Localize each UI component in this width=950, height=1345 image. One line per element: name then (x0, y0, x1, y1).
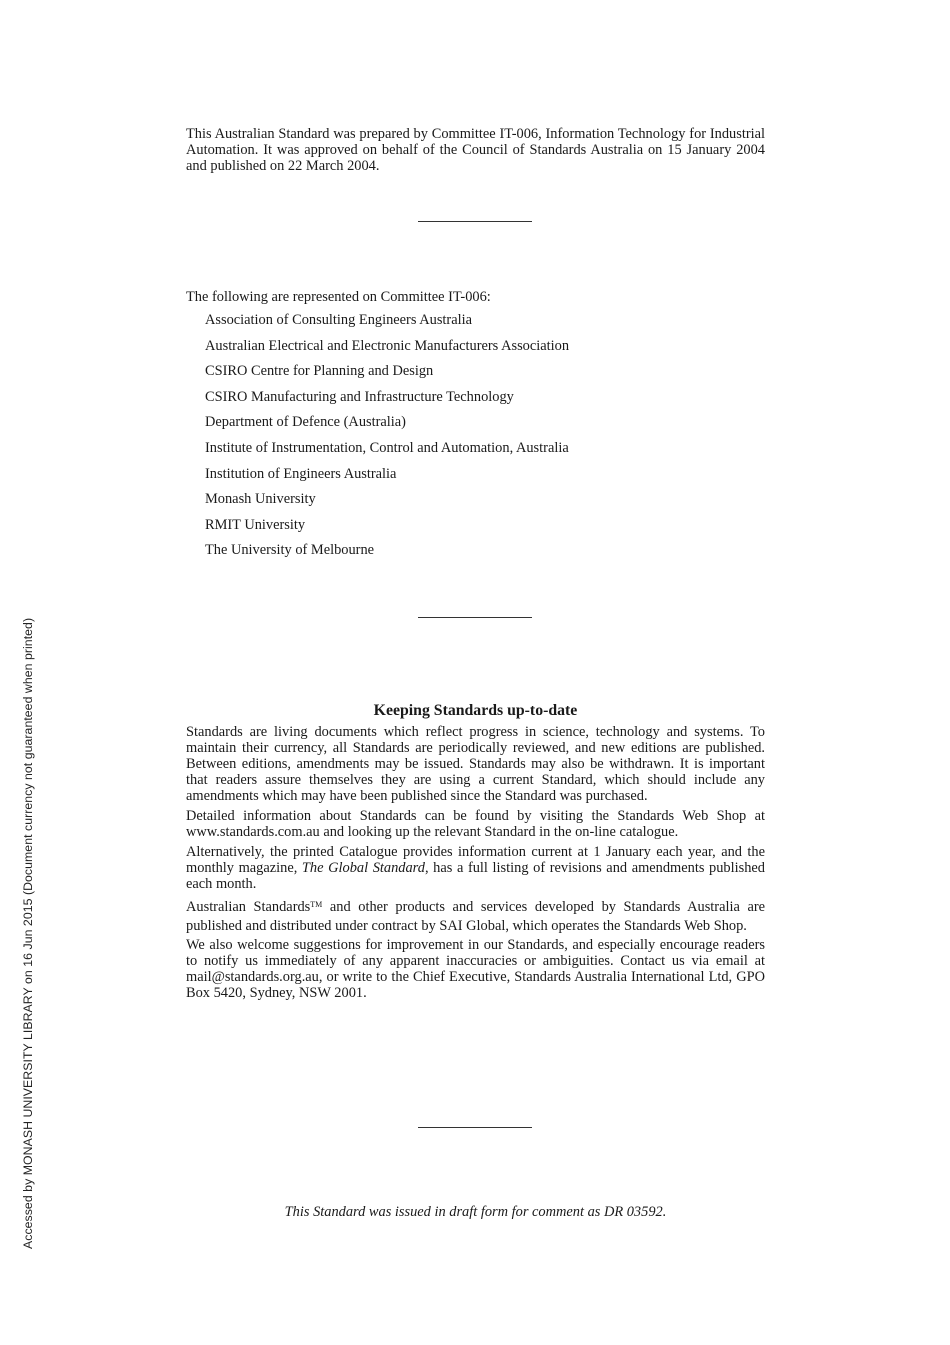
committee-member: Institution of Engineers Australia (205, 465, 397, 482)
draft-note: This Standard was issued in draft form for comment as DR 03592. (284, 1204, 667, 1220)
magazine-title: The Global Standard (301, 860, 425, 876)
paragraph-text: , has a full listing of revisions and amendments published each month. (186, 860, 765, 892)
paragraph: Detailed information about Standards can be found by visiting the Standards Web Shop at www.standards.com.au and looking up the relevant Standard in the on-line catalogue. (186, 808, 765, 840)
trademark-symbol: TM (310, 900, 323, 909)
paragraph (186, 896, 765, 935)
keeping-standards-body (186, 724, 765, 1005)
section-divider (418, 1127, 532, 1128)
access-watermark: Accessed by MONASH UNIVERSITY LIBRARY on 16 Jun 2015 (Document currency not guaranteed when printed) (21, 617, 35, 1249)
committee-member: Monash University (205, 491, 316, 508)
section-divider (418, 617, 532, 618)
committee-member: Australian Electrical and Electronic Manufacturers Association (205, 337, 570, 354)
committee-member: Institute of Instrumentation, Control and Automation, Australia (205, 439, 569, 456)
committee-member-list (205, 311, 569, 567)
paragraph: We also welcome suggestions for improvement in our Standards, and especially encourage readers to notify us immediately of any apparent inaccuracies or ambiguities. Contact us via email at mail@standards.org.au, or write to the Chief Executive, Standards Australia International Ltd, GPO Box 5420, Sydney, NSW 2001. (186, 937, 765, 1001)
committee-member: CSIRO Centre for Planning and Design (205, 363, 434, 380)
paragraph-text: Australian Standards (186, 899, 311, 915)
paragraph-text: Alternatively, the printed Catalogue provides information current at 1 January each year, and the monthly magazine, (186, 844, 765, 876)
committee-member: RMIT University (205, 516, 306, 533)
paragraph-text: and other products and services developed by Standards Australia are published and distributed under contract by SAI Global, which operates the Standards Web Shop. (186, 899, 766, 934)
approval-statement: This Australian Standard was prepared by Committee IT-006, Information Technology for Industrial Automation. It was approved on behalf of the Council of Standards Australia on 15 January 2004 and published on 22 March 2004. (186, 126, 765, 174)
section-heading: Keeping Standards up-to-date (373, 702, 578, 719)
committee-member: Association of Consulting Engineers Australia (205, 312, 472, 328)
paragraph (186, 844, 765, 892)
paragraph: Standards are living documents which reflect progress in science, technology and systems. To maintain their currency, all Standards are periodically reviewed, and new editions are published. Between editions, amendments may be issued. Standards may also be withdrawn. It is important that readers assure themselves they are using a current Standard, which should include any amendments which may have been published since the Standard was purchased. (186, 724, 765, 804)
committee-intro: The following are represented on Committee IT-006: (186, 289, 491, 305)
section-divider (418, 221, 532, 222)
committee-member: The University of Melbourne (205, 542, 375, 559)
committee-member: CSIRO Manufacturing and Infrastructure Technology (205, 388, 514, 405)
committee-member: Department of Defence (Australia) (205, 414, 406, 431)
